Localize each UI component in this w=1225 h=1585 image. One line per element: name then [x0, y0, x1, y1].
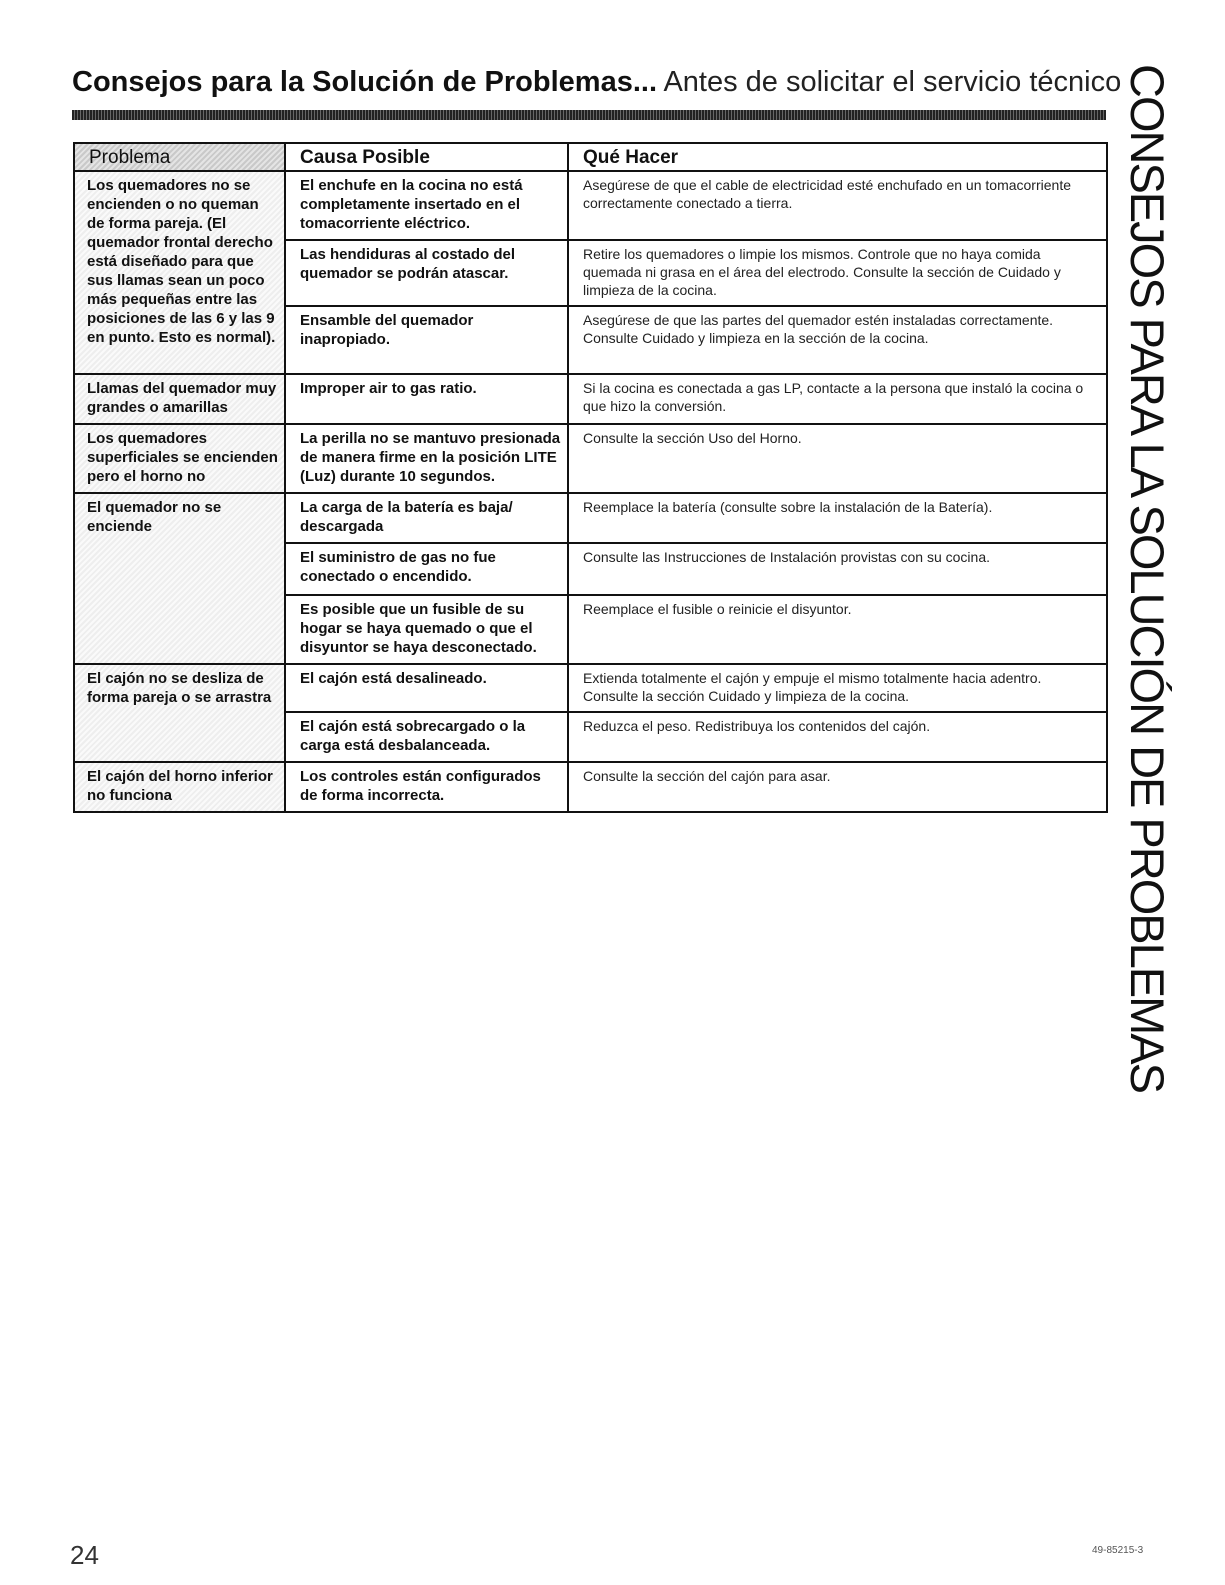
action-cell: Reemplace el fusible o reinicie el disyuntor. — [568, 595, 1107, 664]
cause-cell: La carga de la batería es baja/ descargada — [285, 493, 568, 543]
header-cause: Causa Posible — [285, 143, 568, 171]
action-cell: Reduzca el peso. Redistribuya los contenidos del cajón. — [568, 712, 1107, 762]
problem-cell: El cajón del horno inferior no funciona — [74, 762, 285, 812]
cause-cell: El cajón está sobrecargado o la carga está desbalanceada. — [285, 712, 568, 762]
action-cell: Asegúrese de que el cable de electricidad esté enchufado en un tomacorriente correctamente conectado a tierra. — [568, 171, 1107, 240]
page-title-light: Antes de solicitar el servicio técnico — [657, 66, 1122, 98]
page-number: 24 — [70, 1540, 99, 1570]
table-row — [74, 374, 1107, 424]
action-cell: Extienda totalmente el cajón y empuje el mismo totalmente hacia adentro. Consulte la sección Cuidado y limpieza de la cocina. — [568, 664, 1107, 712]
cause-cell: El cajón está desalineado. — [285, 664, 568, 712]
cause-cell: El enchufe en la cocina no está completamente insertado en el tomacorriente eléctrico. — [285, 171, 568, 240]
cause-cell: El suministro de gas no fue conectado o encendido. — [285, 543, 568, 595]
table-row — [74, 762, 1107, 812]
problem-cell: El cajón no se desliza de forma pareja o se arrastra — [74, 664, 285, 762]
cause-cell: Es posible que un fusible de su hogar se haya quemado o que el disyuntor se haya desconectado. — [285, 595, 568, 664]
troubleshooting-table — [73, 142, 1108, 813]
page-title-bold: Consejos para la Solución de Problemas... — [72, 66, 657, 98]
header-rule — [72, 110, 1106, 120]
cause-cell: Las hendiduras al costado del quemador se podrán atascar. — [285, 240, 568, 306]
action-cell: Retire los quemadores o limpie los mismos. Controle que no haya comida quemada ni grasa en el área del electrodo. Consulte la sección de Cuidado y limpieza de la cocina. — [568, 240, 1107, 306]
side-tab: CONSEJOS PARA LA SOLUCIÓN DE PROBLEMAS — [1121, 64, 1174, 1092]
action-cell: Consulte la sección Uso del Horno. — [568, 424, 1107, 493]
page-title — [72, 62, 1122, 102]
action-cell: Consulte la sección del cajón para asar. — [568, 762, 1107, 812]
cause-cell: Improper air to gas ratio. — [285, 374, 568, 424]
document-code: 49-85215-3 — [1092, 1545, 1144, 1556]
table-row — [74, 493, 1107, 543]
action-cell: Reemplace la batería (consulte sobre la instalación de la Batería). — [568, 493, 1107, 543]
cause-cell: Los controles están configurados de forma incorrecta. — [285, 762, 568, 812]
problem-cell: Los quemadores superficiales se encienden pero el horno no — [74, 424, 285, 493]
header-action: Qué Hacer — [568, 143, 1107, 171]
problem-cell: El quemador no se enciende — [74, 493, 285, 664]
cause-cell: Ensamble del quemador inapropiado. — [285, 306, 568, 374]
action-cell: Consulte las Instrucciones de Instalación provistas con su cocina. — [568, 543, 1107, 595]
cause-cell: La perilla no se mantuvo presionada de manera firme en la posición LITE (Luz) durante 10 segundos. — [285, 424, 568, 493]
table-row — [74, 664, 1107, 712]
problem-cell: Llamas del quemador muy grandes o amarillas — [74, 374, 285, 424]
header-problem: Problema — [74, 143, 285, 171]
table-row — [74, 171, 1107, 240]
table-header-row — [74, 143, 1107, 171]
action-cell: Asegúrese de que las partes del quemador estén instaladas correctamente. Consulte Cuidado y limpieza en la sección de la cocina. — [568, 306, 1107, 374]
action-cell: Si la cocina es conectada a gas LP, contacte a la persona que instaló la cocina o que hizo la conversión. — [568, 374, 1107, 424]
problem-cell: Los quemadores no se encienden o no queman de forma pareja. (El quemador frontal derecho está diseñado para que sus llamas sean un poco más pequeñas entre las posiciones de las 6 y las 9 en punto. Esto es normal). — [74, 171, 285, 374]
table-row — [74, 424, 1107, 493]
